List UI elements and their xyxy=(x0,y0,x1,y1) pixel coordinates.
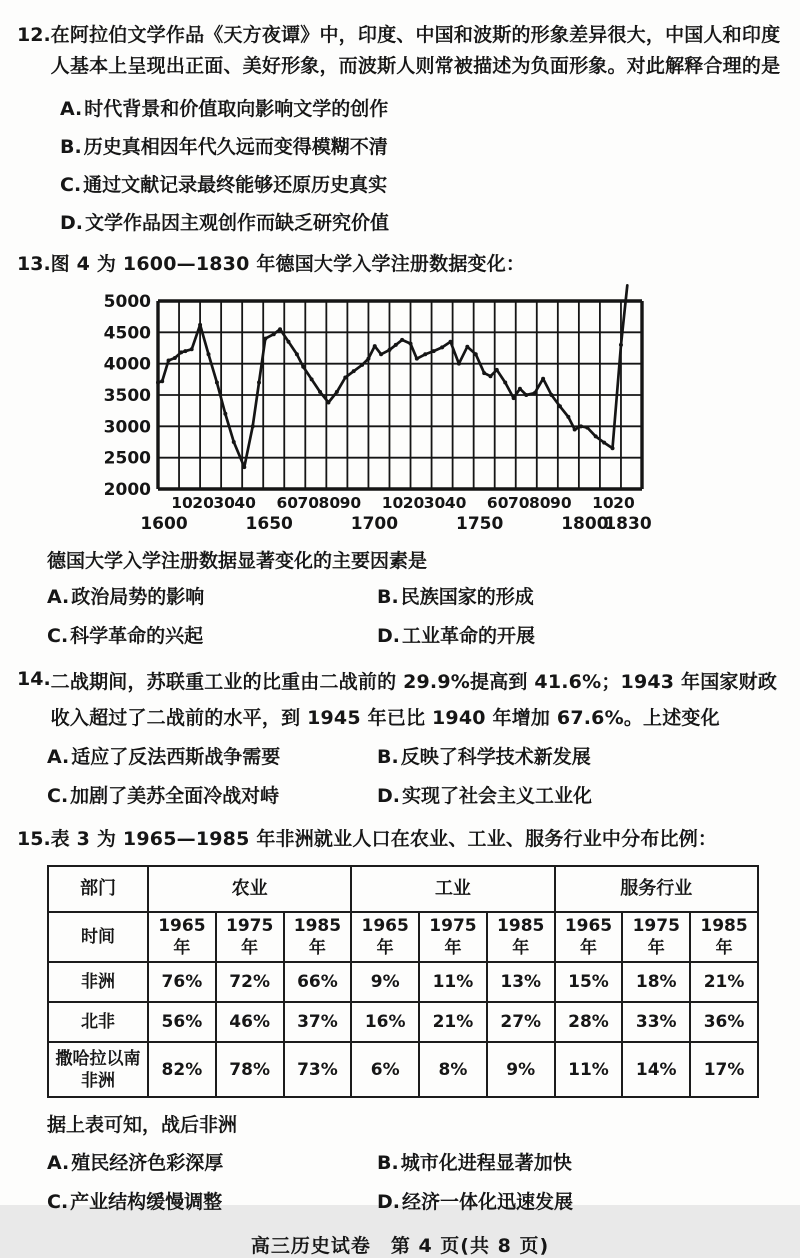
option-a xyxy=(47,1148,377,1178)
table-cell: 11% xyxy=(419,962,487,1002)
svg-text:40: 40 xyxy=(444,494,467,512)
table-cell: 66% xyxy=(284,962,352,1002)
svg-text:40: 40 xyxy=(234,494,256,512)
table-header-cell: 1975 年 xyxy=(419,912,487,962)
option-d xyxy=(377,781,800,811)
option-label: C. xyxy=(47,1191,69,1213)
table-header-cell: 1985 年 xyxy=(690,912,758,962)
svg-text:60: 60 xyxy=(276,494,299,512)
option-b xyxy=(377,582,800,612)
table-header-cell: 部门 xyxy=(48,866,148,912)
option-label: A. xyxy=(47,746,70,768)
question-stem: 二战期间，苏联重工业的比重由二战前的 29.9%提高到 41.6%；1943 年国家财政收入超过了二战前的水平，到 1945 年已比 1940 年增加 67.6%。上述变化 xyxy=(50,671,778,729)
option-label: B. xyxy=(377,746,399,768)
table-cell: 14% xyxy=(622,1042,690,1097)
svg-text:1830: 1830 xyxy=(604,514,652,534)
question-number: 15. xyxy=(17,828,51,850)
svg-text:90: 90 xyxy=(550,494,572,512)
table-row-label: 非洲 xyxy=(48,962,148,1002)
table-header-cell: 1965 年 xyxy=(555,912,623,962)
option-a xyxy=(47,742,377,772)
option-c xyxy=(60,166,800,204)
table-cell: 82% xyxy=(148,1042,216,1097)
question-stem: 表 3 为 1965—1985 年非洲就业人口在农业、工业、服务行业中分布比例： xyxy=(50,828,718,850)
option-d xyxy=(377,621,800,651)
option-label: C. xyxy=(47,785,69,807)
option-label: B. xyxy=(377,586,399,608)
table-cell: 17% xyxy=(690,1042,758,1097)
svg-text:2500: 2500 xyxy=(103,448,151,469)
table-header-cell: 1985 年 xyxy=(284,912,352,962)
table-subheader-row xyxy=(48,912,758,962)
question-number: 14. xyxy=(17,668,51,690)
svg-text:30: 30 xyxy=(213,494,235,512)
table-row-africa xyxy=(48,962,758,1002)
table-cell: 18% xyxy=(622,962,690,1002)
svg-text:20: 20 xyxy=(402,494,425,512)
enrollment-line-chart xyxy=(103,288,672,536)
table-cell: 33% xyxy=(622,1002,690,1042)
table-cell: 46% xyxy=(216,1002,284,1042)
table-header-cell: 工业 xyxy=(351,866,554,912)
question-number: 13. xyxy=(17,253,51,275)
svg-text:70: 70 xyxy=(297,494,320,512)
option-text: 加剧了美苏全面冷战对峙 xyxy=(70,785,280,807)
question-14 xyxy=(0,664,800,811)
table-row-label: 撒哈拉以南非洲 xyxy=(48,1042,148,1097)
table-cell: 8% xyxy=(419,1042,487,1097)
table-cell: 36% xyxy=(690,1002,758,1042)
table-cell: 76% xyxy=(148,962,216,1002)
option-label: C. xyxy=(60,174,82,196)
svg-text:2000: 2000 xyxy=(103,480,151,500)
option-text: 实现了社会主义工业化 xyxy=(402,785,593,807)
question-text: 据上表可知，战后非洲 xyxy=(47,1114,238,1136)
table-header-cell: 服务行业 xyxy=(555,866,758,912)
table-cell: 73% xyxy=(284,1042,352,1097)
svg-text:90: 90 xyxy=(339,494,362,512)
svg-text:1700: 1700 xyxy=(350,514,399,534)
table-cell: 28% xyxy=(555,1002,623,1042)
question-stem: 图 4 为 1600—1830 年德国大学入学注册数据变化： xyxy=(50,253,526,275)
option-text: 城市化进程显著加快 xyxy=(400,1152,572,1174)
svg-text:20: 20 xyxy=(613,494,635,512)
question-text: 德国大学入学注册数据显著变化的主要因素是 xyxy=(47,550,428,572)
options-grid xyxy=(47,1148,800,1217)
option-c xyxy=(47,781,377,811)
table-row-north-africa xyxy=(48,1002,758,1042)
option-b xyxy=(377,1148,800,1178)
table-header-row xyxy=(48,866,758,912)
enrollment-chart-svg xyxy=(103,288,672,536)
table-cell: 6% xyxy=(351,1042,419,1097)
table-cell: 37% xyxy=(284,1002,352,1042)
svg-text:20: 20 xyxy=(192,494,214,512)
table-cell: 13% xyxy=(487,962,555,1002)
svg-text:10: 10 xyxy=(592,494,614,512)
option-text: 文学作品因主观创作而缺乏研究价值 xyxy=(85,212,390,234)
svg-text:60: 60 xyxy=(486,494,509,512)
chart-grid xyxy=(158,301,642,489)
table-cell: 9% xyxy=(487,1042,555,1097)
svg-text:5000: 5000 xyxy=(103,292,151,312)
table-cell: 27% xyxy=(487,1002,555,1042)
table-header-cell: 1975 年 xyxy=(216,912,284,962)
option-text: 殖民经济色彩深厚 xyxy=(71,1152,224,1174)
option-label: B. xyxy=(60,136,82,158)
question-13 xyxy=(0,249,800,651)
svg-text:70: 70 xyxy=(507,494,530,512)
option-text: 工业革命的开展 xyxy=(402,625,536,647)
question-12 xyxy=(0,20,800,242)
table-header-cell: 1985 年 xyxy=(487,912,555,962)
svg-text:1650: 1650 xyxy=(245,514,293,534)
table-row-label: 北非 xyxy=(48,1002,148,1042)
question-15 xyxy=(0,824,800,1217)
option-label: A. xyxy=(47,1152,70,1174)
table-cell: 21% xyxy=(690,962,758,1002)
options-grid xyxy=(47,742,800,811)
table-row-sub-saharan xyxy=(48,1042,758,1097)
option-text: 民族国家的形成 xyxy=(400,586,534,608)
options-grid xyxy=(47,582,800,651)
option-text: 适应了反法西斯战争需要 xyxy=(71,746,281,768)
svg-text:30: 30 xyxy=(423,494,446,512)
option-d xyxy=(377,1187,800,1217)
svg-text:1800: 1800 xyxy=(561,514,609,534)
option-d xyxy=(60,204,800,242)
page-footer: 高三历史试卷 第 4 页(共 8 页) xyxy=(250,1235,550,1257)
option-label: A. xyxy=(60,98,83,120)
options-list xyxy=(60,90,800,242)
svg-text:10: 10 xyxy=(381,494,404,512)
chart-data-line xyxy=(156,285,627,469)
option-text: 产业结构缓慢调整 xyxy=(70,1191,223,1213)
chart-axis-labels xyxy=(104,292,652,534)
option-text: 时代背景和价值取向影响文学的创作 xyxy=(84,98,389,120)
svg-text:4500: 4500 xyxy=(103,323,151,344)
table-header-cell: 1975 年 xyxy=(622,912,690,962)
table-cell: 11% xyxy=(555,1042,623,1097)
table-cell: 16% xyxy=(351,1002,419,1042)
option-text: 历史真相因年代久远而变得模糊不清 xyxy=(83,136,388,158)
option-a xyxy=(47,582,377,612)
question-number: 12. xyxy=(17,24,51,46)
option-label: D. xyxy=(377,785,400,807)
option-a xyxy=(60,90,800,128)
employment-table xyxy=(47,865,759,1098)
svg-text:1600: 1600 xyxy=(140,514,188,534)
svg-text:1750: 1750 xyxy=(455,514,504,534)
option-text: 反映了科学技术新发展 xyxy=(400,746,591,768)
table-cell: 56% xyxy=(148,1002,216,1042)
svg-text:3500: 3500 xyxy=(103,386,151,406)
option-label: D. xyxy=(377,1191,400,1213)
table-cell: 72% xyxy=(216,962,284,1002)
table-cell: 78% xyxy=(216,1042,284,1097)
option-label: D. xyxy=(60,212,83,234)
option-text: 经济一体化迅速发展 xyxy=(402,1191,574,1213)
option-label: C. xyxy=(47,625,69,647)
table-header-cell: 1965 年 xyxy=(351,912,419,962)
svg-text:10: 10 xyxy=(171,494,193,512)
option-label: D. xyxy=(377,625,400,647)
option-text: 科学革命的兴起 xyxy=(70,625,204,647)
table-cell: 21% xyxy=(419,1002,487,1042)
table-header-cell: 1965 年 xyxy=(148,912,216,962)
svg-text:80: 80 xyxy=(528,494,551,512)
table-header-cell: 农业 xyxy=(148,866,351,912)
option-b xyxy=(60,128,800,166)
option-c xyxy=(47,1187,377,1217)
svg-text:3000: 3000 xyxy=(103,417,151,438)
table-header-cell: 时间 xyxy=(48,912,148,962)
svg-text:80: 80 xyxy=(318,494,341,512)
table-cell: 9% xyxy=(351,962,419,1002)
option-label: B. xyxy=(377,1152,399,1174)
option-text: 政治局势的影响 xyxy=(71,586,205,608)
option-label: A. xyxy=(47,586,70,608)
question-stem: 在阿拉伯文学作品《天方夜谭》中，印度、中国和波斯的形象差异很大，中国人和印度人基本上呈现出正面、美好形象，而波斯人则常被描述为负面形象。对此解释合理的是 xyxy=(50,24,781,77)
table-cell: 15% xyxy=(555,962,623,1002)
option-b xyxy=(377,742,800,772)
option-c xyxy=(47,621,377,651)
option-text: 通过文献记录最终能够还原历史真实 xyxy=(83,174,388,196)
svg-text:4000: 4000 xyxy=(103,354,151,375)
